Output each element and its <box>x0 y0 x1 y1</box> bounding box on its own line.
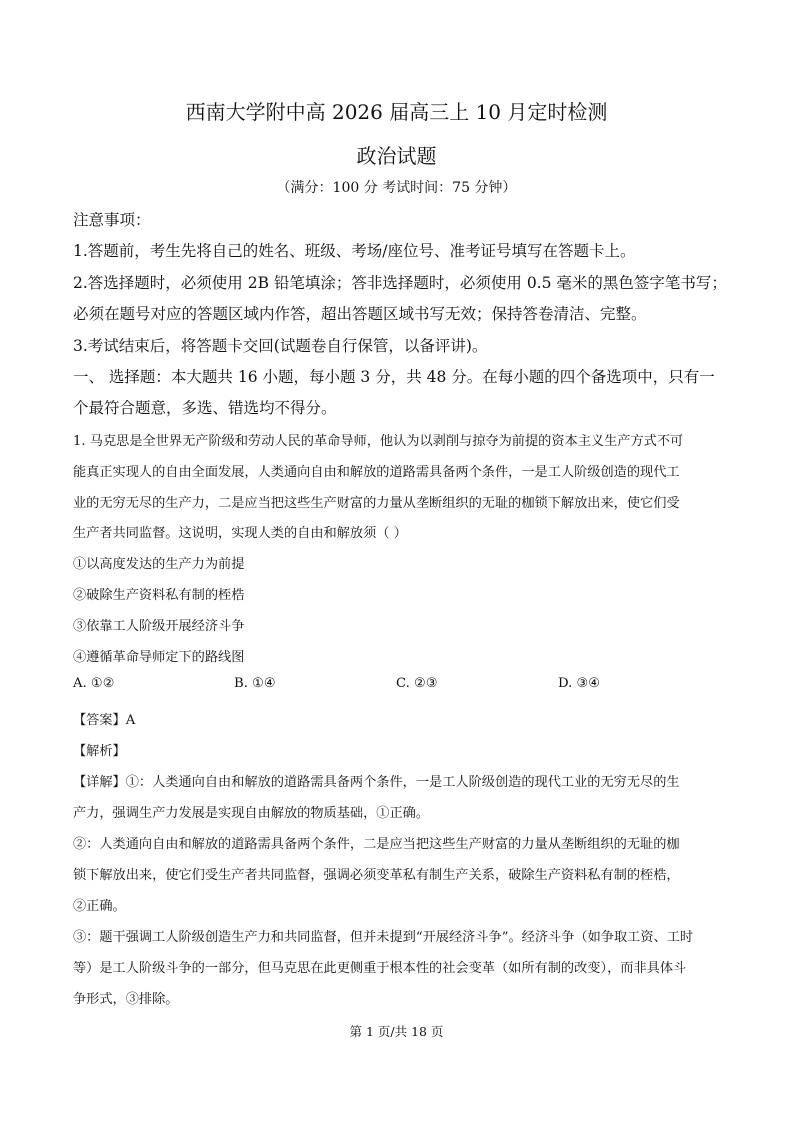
page-number: 第 1 页/共 18 页 <box>349 1024 444 1039</box>
option-c: C. ②③ <box>396 676 438 691</box>
notice-item-1: 1.答题前，考生先将自己的姓名、班级、考场/座位号、准考证号填写在答题卡上。 <box>73 242 636 260</box>
analysis-label: 【解析】 <box>73 744 126 759</box>
question-stem-line-4: 生产者共同监督。这说明，实现人类的自由和解放须（ ） <box>73 526 407 541</box>
option-a: A. ①② <box>73 676 115 691</box>
detail-line-7: 等）是工人阶级斗争的一部分，但马克思在此更侧重于根本性的社会变革（如所有制的改变），而非具体斗 <box>73 961 687 976</box>
subject-title: 政治试题 <box>356 144 437 168</box>
option-d: D. ③④ <box>558 676 601 691</box>
question-stem-line-1: 1. 马克思是全世界无产阶级和劳动人民的革命导师，他认为以剥削与掠夺为前提的资本主义生产方式不可 <box>73 434 684 449</box>
detail-line-1: 【详解】①：人类通向自由和解放的道路需具备两个条件，一是工人阶级创造的现代工业的无穷无尽的生 <box>73 775 680 790</box>
detail-line-2: 产力，强调生产力发展是实现自由解放的物质基础，①正确。 <box>73 806 430 821</box>
notice-item-2-line-2: 必须在题号对应的答题区域内作答，超出答题区域书写无效；保持答卷清洁、完整。 <box>73 305 647 323</box>
option-b: B. ①④ <box>234 676 276 691</box>
notice-item-3: 3.考试结束后，将答题卡交回(试题卷自行保管，以备评讲)。 <box>73 337 488 355</box>
notice-heading: 注意事项： <box>73 211 151 229</box>
statement-1: ①以高度发达的生产力为前提 <box>73 557 245 572</box>
detail-line-8: 争形式，③排除。 <box>73 992 179 1007</box>
statement-2: ②破除生产资料私有制的桎梏 <box>73 588 245 603</box>
answer-line: 【答案】A <box>73 713 136 728</box>
section-heading-line-2: 个最符合题意，多选、错选均不得分。 <box>73 399 337 417</box>
detail-line-6: ③：题干强调工人阶级创造生产力和共同监督，但并未提到“开展经济斗争”。经济斗争（如争取工资、工时 <box>73 930 694 945</box>
exam-info: （满分：100 分 考试时间：75 分钟） <box>276 180 517 196</box>
detail-line-3: ②：人类通向自由和解放的道路需具备两个条件，二是应当把这些生产财富的力量从垄断组织的无耻的枷 <box>73 837 680 852</box>
exam-title: 西南大学附中高 2026 届高三上 10 月定时检测 <box>185 100 608 124</box>
notice-item-2-line-1: 2.答选择题时，必须使用 2B 铅笔填涂；答非选择题时，必须使用 0.5 毫米的黑色签字笔书写； <box>73 274 727 292</box>
detail-line-5: ②正确。 <box>73 899 126 914</box>
statement-4: ④遵循革命导师定下的路线图 <box>73 650 245 665</box>
detail-line-4: 锁下解放出来，使它们受生产者共同监督，强调必须变革私有制生产关系，破除生产资料私有制的桎梏， <box>73 868 680 883</box>
question-stem-line-3: 业的无穷无尽的生产力，二是应当把这些生产财富的力量从垄断组织的无耻的枷锁下解放出来，使它们受 <box>73 496 680 511</box>
question-stem-line-2: 能真正实现人的自由全面发展，人类通向自由和解放的道路需具备两个条件，一是工人阶级创造的现代工 <box>73 465 680 480</box>
section-heading-line-1: 一、 选择题：本大题共 16 小题，每小题 3 分，共 48 分。在每小题的四个备选项中，只有一 <box>73 368 715 386</box>
statement-3: ③依靠工人阶级开展经济斗争 <box>73 619 245 634</box>
